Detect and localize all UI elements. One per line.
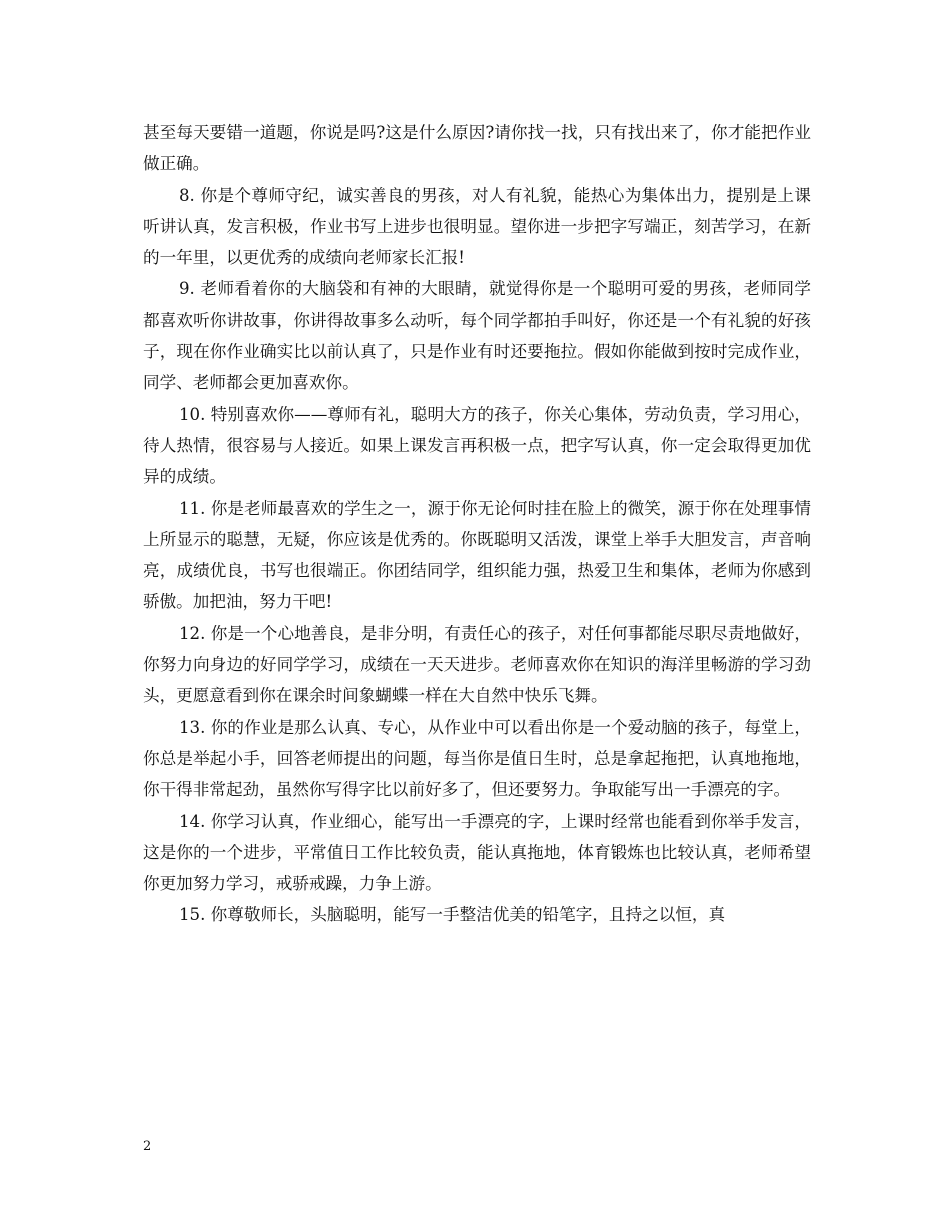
paragraph-item-14: 14. 你学习认真，作业细心，能写出一手漂亮的字，上课时经常也能看到你举手发言，这是你的一个进步，平常值日工作比较负责，能认真拖地，体育锻炼也比较认真，老师希望你更加努力学习，戒骄戒躁，力争上游。: [143, 811, 811, 894]
paragraph-item-13: 13. 你的作业是那么认真、专心，从作业中可以看出你是一个爱动脑的孩子，每堂上，你总是举起小手，回答老师提出的问题，每当你是值日生时，总是拿起拖把，认真地拖地，你干得非常起劲，虽然你写得字比以前好多了，但还要努力。争取能写出一手漂亮的字。: [143, 717, 811, 800]
page-number: 2: [143, 1139, 152, 1154]
paragraph-item-12: 12. 你是一个心地善良，是非分明，有责任心的孩子，对任何事都能尽职尽责地做好，你努力向身边的好同学学习，成绩在一天天进步。老师喜欢你在知识的海洋里畅游的学习劲头，更愿意看到你在课余时间象蝴蝶一样在大自然中快乐飞舞。: [143, 623, 811, 706]
paragraph-item-11: 11. 你是老师最喜欢的学生之一，源于你无论何时挂在脸上的微笑，源于你在处理事情上所显示的聪慧，无疑，你应该是优秀的。你既聪明又活泼，课堂上举手大胆发言，声音响亮，成绩优良，书写也很端正。你团结同学，组织能力强，热爱卫生和集体，老师为你感到骄傲。加把油，努力干吧!: [143, 498, 811, 612]
paragraph-item-10: 10. 特别喜欢你——尊师有礼，聪明大方的孩子，你关心集体，劳动负责，学习用心，待人热情，很容易与人接近。如果上课发言再积极一点，把字写认真，你一定会取得更加优异的成绩。: [143, 404, 811, 487]
document-body: [143, 117, 811, 931]
paragraph-continuation: 甚至每天要错一道题，你说是吗?这是什么原因?请你找一找，只有找出来了，你才能把作业做正确。: [143, 123, 811, 174]
paragraph-item-8: 8. 你是个尊师守纪，诚实善良的男孩，对人有礼貌，能热心为集体出力，提别是上课听讲认真，发言积极，作业书写上进步也很明显。望你进一步把字写端正，刻苦学习，在新的一年里，以更优秀的成绩向老师家长汇报!: [143, 185, 811, 268]
paragraph-item-15: 15. 你尊敬师长，头脑聪明，能写一手整洁优美的铅笔字，且持之以恒，真: [179, 905, 726, 925]
paragraph-item-9: 9. 老师看着你的大脑袋和有神的大眼睛，就觉得你是一个聪明可爱的男孩，老师同学都喜欢听你讲故事，你讲得故事多么动听，每个同学都拍手叫好，你还是一个有礼貌的好孩子，现在你作业确实比以前认真了，只是作业有时还要拖拉。假如你能做到按时完成作业，同学、老师都会更加喜欢你。: [143, 279, 811, 393]
